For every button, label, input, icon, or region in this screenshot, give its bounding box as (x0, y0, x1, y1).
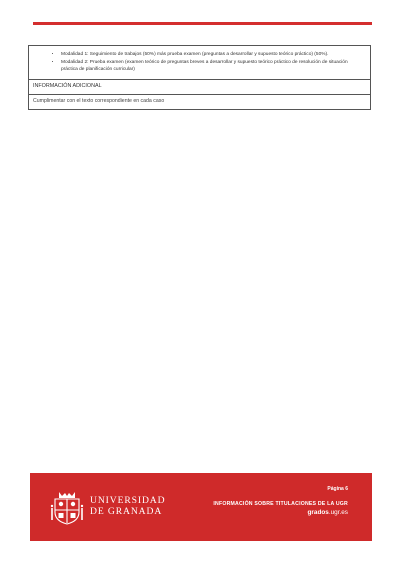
page-footer (30, 473, 372, 541)
additional-info-heading: INFORMACIÓN ADICIONAL (29, 80, 370, 95)
list-item: • Modalidad 1: Seguimiento de trabajos (50%) más prueba examen (preguntas a desarrollar y supuesto teórico práctico) (50%). (61, 51, 364, 58)
footer-title: INFORMACIÓN SOBRE TITULACIONES DE LA UGR (213, 501, 348, 507)
university-crest-icon (50, 490, 84, 526)
evaluation-list-row (29, 46, 370, 80)
additional-info-text: Cumplimentar con el texto correspondiente en cada caso (33, 97, 165, 104)
page-number: Página 6 (327, 486, 348, 492)
footer-url[interactable] (308, 509, 349, 516)
header-rule (33, 22, 372, 25)
content-table (28, 45, 371, 110)
evaluation-list (35, 51, 364, 74)
list-item: • Modalidad 2: Prueba examen (examen teórico de preguntas breves a desarrollar y supuesto teórico práctico de resolución de situación práctica de planificación curricular) (61, 59, 364, 74)
university-name-line1: UNIVERSIDAD (90, 495, 166, 506)
footer-url-rest: .ugr.es (328, 509, 348, 516)
university-name (90, 496, 165, 517)
footer-url-bold: grados (307, 509, 329, 516)
university-name-line2: DE GRANADA (90, 505, 163, 517)
